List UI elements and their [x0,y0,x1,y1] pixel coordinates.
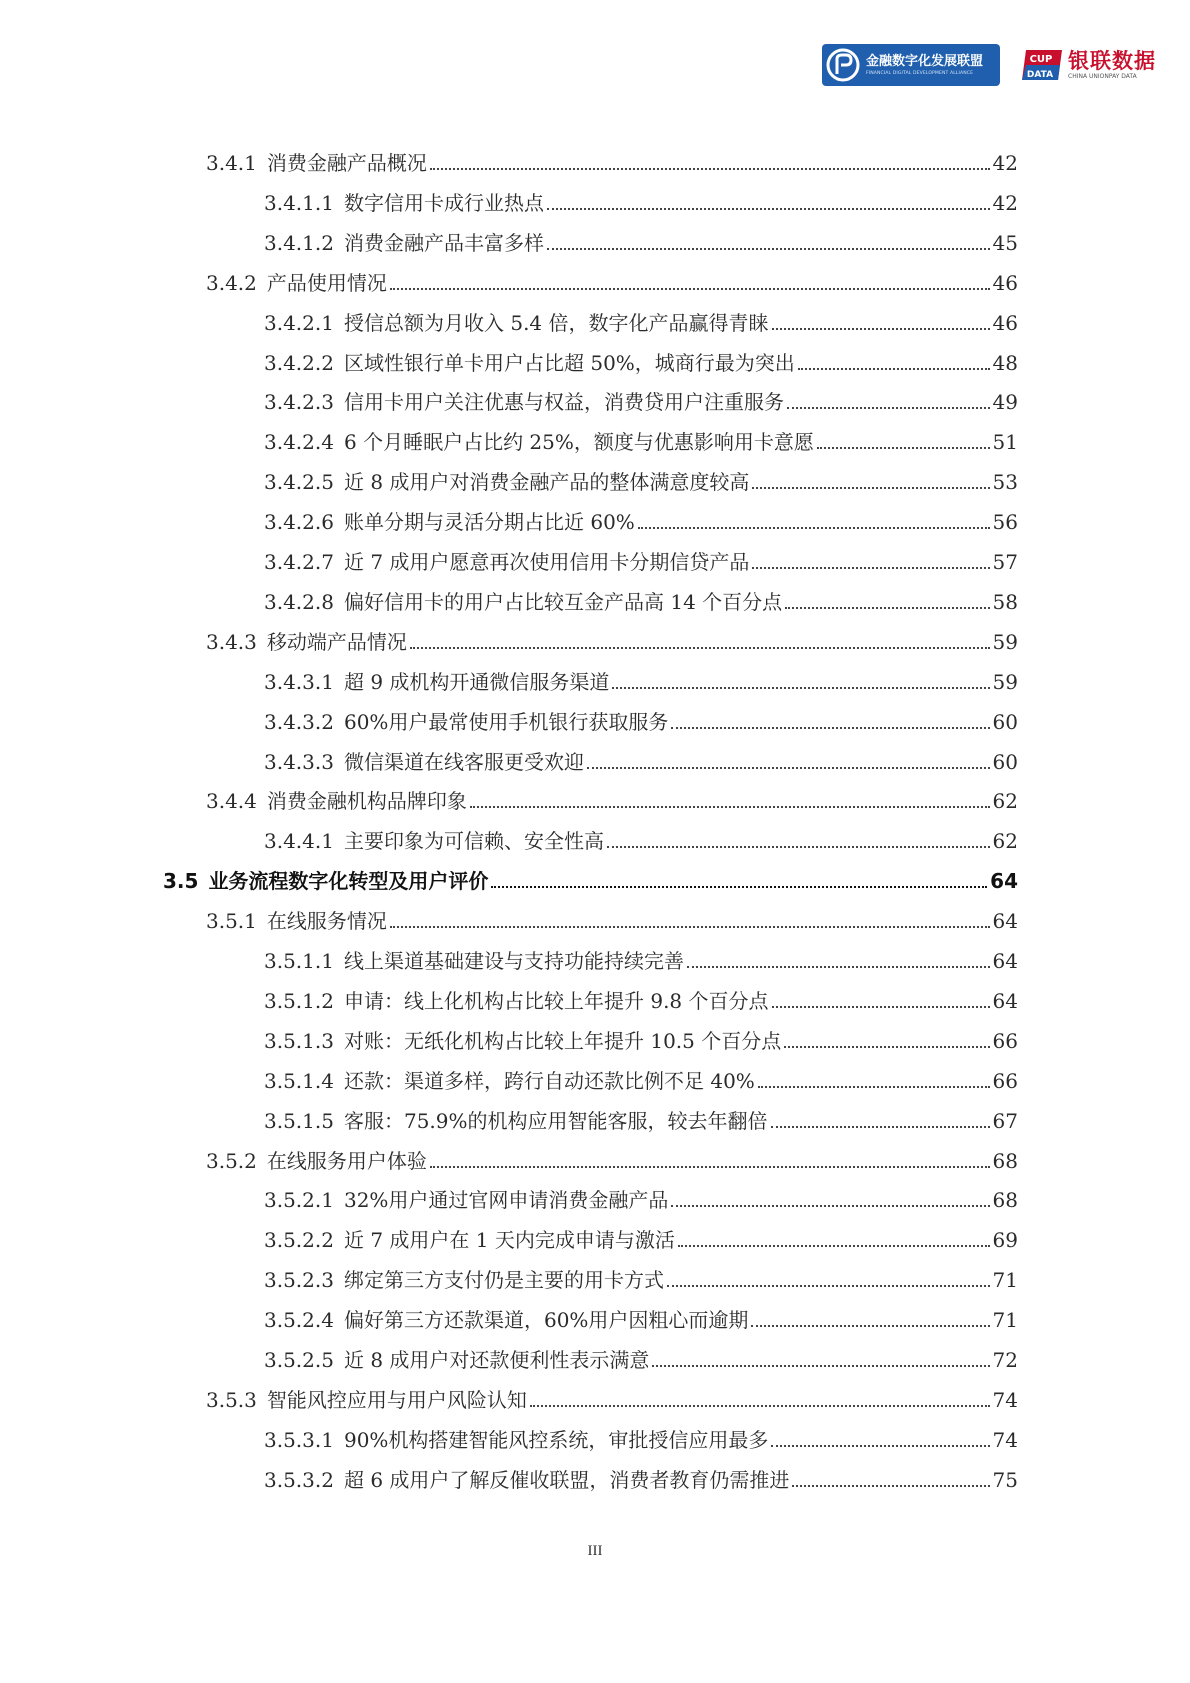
toc-entry[interactable] [264,231,1018,255]
toc-entry-title: 近 8 成用户对还款便利性表示满意 [343,1348,650,1372]
toc-entry-title: 近 7 成用户在 1 天内完成申请与激活 [343,1228,675,1253]
toc-entry-title: 超 6 成用户了解反催收联盟，消费者教育仍需推进 [343,1467,790,1492]
toc-entry[interactable] [206,151,1018,175]
toc-dot-leader [751,1324,989,1327]
toc-entry-number: 3.4.4.1 [264,829,334,854]
toc-entry-number: 3.5 [163,869,199,894]
toc-dot-leader [430,1165,990,1168]
toc-dot-leader [390,925,990,928]
toc-entry-number: 3.4.2.4 [264,430,334,455]
toc-entry-title: 申请：线上化机构占比较上年提升 9.8 个百分点 [343,988,769,1013]
toc-entry[interactable] [264,510,1018,534]
toc-entry-page: 58 [992,589,1018,614]
toc-entry-number: 3.5.1.5 [264,1108,334,1133]
toc-entry-number: 3.4.3 [206,629,257,654]
toc-entry-number: 3.4.1 [206,151,257,175]
toc-entry-page: 60 [992,749,1018,774]
toc-entry-number: 3.4.2.3 [264,390,334,415]
toc-entry-page: 42 [992,190,1018,215]
cup-name-cn: 银联数据 [1068,49,1156,73]
toc-entry-title: 智能风控应用与用户风险认知 [266,1387,527,1412]
toc-dot-leader [798,367,990,370]
toc-entry-page: 64 [992,909,1018,934]
cup-badge-top: CUP [1029,54,1053,65]
cup-name-en: CHINA UNIONPAY DATA [1068,73,1137,80]
toc-entry-page: 68 [992,1188,1018,1213]
toc-dot-leader [792,1484,989,1487]
toc-entry-number: 3.5.2.1 [264,1188,334,1213]
toc-entry-page: 59 [992,669,1018,694]
toc-entry-page: 45 [992,230,1018,255]
toc-entry-title: 在线服务用户体验 [266,1148,427,1173]
toc-entry-page: 67 [992,1108,1018,1133]
toc-entry-title: 授信总额为月收入 5.4 倍，数字化产品赢得青睐 [343,310,769,335]
toc-dot-leader [470,805,990,808]
toc-entry-page: 62 [992,789,1018,814]
toc-dot-leader [410,646,990,649]
toc-entry[interactable] [264,1188,1018,1212]
toc-entry-title: 对账：无纸化机构占比较上年提升 10.5 个百分点 [343,1028,782,1053]
toc-entry-title: 32%用户通过官网申请消费金融产品 [343,1188,669,1213]
toc-entry-number: 3.4.1.2 [264,230,334,255]
cup-data-logo-icon [1020,48,1064,82]
toc-entry[interactable] [264,590,1018,614]
toc-dot-leader [772,327,990,330]
toc-entry[interactable] [264,1228,1018,1252]
toc-dot-leader [638,526,990,529]
toc-entry[interactable] [264,1109,1018,1133]
toc-entry[interactable] [264,1268,1018,1292]
toc-entry-title: 还款：渠道多样，跨行自动还款比例不足 40% [343,1068,755,1093]
toc-entry[interactable] [264,829,1018,853]
toc-entry[interactable] [264,191,1018,215]
toc-entry-page: 69 [992,1228,1018,1253]
toc-entry-title: 偏好信用卡的用户占比较互金产品高 14 个百分点 [343,589,783,614]
toc-dot-leader [771,1444,989,1447]
toc-entry-page: 64 [990,869,1018,894]
toc-entry[interactable] [264,351,1018,375]
toc-entry[interactable] [264,550,1018,574]
toc-dot-leader [687,965,990,968]
toc-entry-title: 区域性银行单卡用户占比超 50%，城商行最为突出 [343,350,795,375]
toc-entry-number: 3.4.2.2 [264,350,334,375]
toc-entry[interactable] [264,1029,1018,1053]
toc-entry-title: 账单分期与灵活分期占比近 60% [343,510,635,535]
toc-entry-number: 3.5.2.3 [264,1268,334,1293]
toc-entry-title: 微信渠道在线客服更受欢迎 [343,749,584,774]
toc-dot-leader [787,406,990,409]
toc-entry-page: 60 [992,709,1018,734]
toc-entry-number: 3.4.3.3 [264,749,334,774]
toc-entry-page: 48 [992,350,1018,375]
toc-entry-number: 3.4.1.1 [264,190,334,215]
toc-entry-number: 3.5.3 [206,1387,257,1412]
toc-entry-title: 数字信用卡成行业热点 [343,190,544,215]
toc-entry-title: 偏好第三方还款渠道，60%用户因粗心而逾期 [343,1308,749,1333]
toc-dot-leader [430,167,990,170]
toc-entry[interactable] [264,750,1018,774]
toc-entry-title: 主要印象为可信赖、安全性高 [343,829,604,854]
toc-entry-title: 超 9 成机构开通微信服务渠道 [343,669,610,694]
toc-dot-leader [671,1204,989,1207]
alliance-logo-icon [822,44,864,86]
toc-entry-number: 3.5.2 [206,1148,257,1173]
toc-dot-leader [547,247,990,250]
toc-entry[interactable] [206,271,1018,295]
toc-dot-leader [530,1404,990,1407]
toc-entry-title: 90%机构搭建智能风控系统，审批授信应用最多 [343,1427,769,1452]
toc-dot-leader [785,606,989,609]
toc-entry-page: 57 [992,550,1018,574]
toc-entry[interactable] [264,470,1018,494]
toc-entry[interactable] [264,1468,1018,1492]
toc-entry-number: 3.5.2.4 [264,1308,334,1333]
toc-dot-leader [587,766,990,769]
toc-entry-page: 68 [992,1148,1018,1173]
toc-entry-number: 3.5.3.1 [264,1427,334,1452]
toc-entry-number: 3.4.2.8 [264,589,334,614]
toc-dot-leader [612,686,989,689]
toc-entry-page: 72 [992,1348,1018,1372]
toc-dot-leader [547,207,990,210]
toc-entry-page: 71 [992,1268,1018,1293]
toc-entry-number: 3.5.3.2 [264,1467,334,1492]
toc-entry[interactable] [206,909,1018,933]
toc-entry-number: 3.5.1.1 [264,949,334,973]
toc-entry-title: 产品使用情况 [266,270,387,295]
toc-entry-number: 3.5.1.3 [264,1028,334,1053]
toc-entry-page: 66 [992,1068,1018,1093]
toc-entry-title: 6 个月睡眠户占比约 25%，额度与优惠影响用卡意愿 [343,430,814,455]
toc-entry-page: 56 [992,510,1018,535]
toc-entry-page: 74 [992,1427,1018,1452]
toc-entry-page: 59 [992,629,1018,654]
toc-entry-title: 近 7 成用户愿意再次使用信用卡分期信贷产品 [343,550,750,574]
toc-entry-title: 信用卡用户关注优惠与权益，消费贷用户注重服务 [343,390,784,415]
toc-entry-title: 绑定第三方支付仍是主要的用卡方式 [343,1268,664,1293]
toc-entry-page: 75 [992,1467,1018,1492]
toc-dot-leader [607,845,990,848]
toc-entry[interactable] [264,1069,1018,1093]
toc-dot-leader [758,1085,990,1088]
toc-entry-title: 业务流程数字化转型及用户评价 [208,869,489,894]
toc-entry[interactable] [264,989,1018,1013]
toc-entry-page: 64 [992,988,1018,1013]
toc-entry-title: 消费金融机构品牌印象 [266,789,467,814]
toc-entry-number: 3.5.1.2 [264,988,334,1013]
toc-entry-title: 近 8 成用户对消费金融产品的整体满意度较高 [343,470,750,495]
toc-entry[interactable] [163,869,1018,893]
toc-entry-page: 66 [992,1028,1018,1053]
toc-entry[interactable] [206,1149,1018,1173]
toc-entry-number: 3.5.2.5 [264,1348,334,1372]
toc-entry-number: 3.4.3.1 [264,669,334,694]
toc-entry-page: 71 [992,1308,1018,1333]
toc-entry-page: 62 [992,829,1018,854]
toc-entry-page: 46 [992,310,1018,335]
toc-entry-title: 客服：75.9%的机构应用智能客服，较去年翻倍 [343,1108,768,1133]
toc-dot-leader [752,566,989,569]
toc-entry[interactable] [206,1388,1018,1412]
toc-entry-number: 3.4.4 [206,789,257,814]
toc-entry-title: 60%用户最常使用手机银行获取服务 [343,709,669,734]
toc-entry-number: 3.4.2 [206,270,257,295]
toc-dot-leader [752,486,989,489]
toc-entry-page: 49 [992,390,1018,415]
toc-entry-number: 3.4.2.6 [264,510,334,535]
toc-entry[interactable] [264,1308,1018,1332]
toc-entry-number: 3.4.2.5 [264,470,334,495]
toc-dot-leader [671,726,989,729]
toc-entry-number: 3.4.2.1 [264,310,334,335]
toc-entry-page: 51 [992,430,1018,455]
cup-badge-bottom: DATA [1026,70,1054,80]
toc-dot-leader [667,1284,990,1287]
toc-entry-title: 消费金融产品丰富多样 [343,230,544,255]
toc-entry-page: 64 [992,949,1018,973]
alliance-name-cn: 金融数字化发展联盟 [866,53,984,69]
toc-entry-title: 移动端产品情况 [266,629,407,654]
alliance-logo [822,44,1000,86]
toc-entry-title: 消费金融产品概况 [266,151,427,175]
toc-entry-number: 3.5.2.2 [264,1228,334,1253]
toc-entry[interactable] [264,1348,1018,1372]
toc-entry-number: 3.5.1 [206,909,257,934]
cup-data-logo [1020,44,1170,86]
page-number: III [587,1543,603,1559]
toc-entry-number: 3.4.3.2 [264,709,334,734]
toc-entry[interactable] [264,949,1018,973]
toc-entry[interactable] [264,670,1018,694]
toc-dot-leader [771,1125,990,1128]
toc-dot-leader [491,885,987,888]
toc-entry[interactable] [264,430,1018,454]
toc-dot-leader [784,1045,989,1048]
toc-dot-leader [772,1005,990,1008]
toc-entry-page: 46 [992,270,1018,295]
toc-entry[interactable] [206,630,1018,654]
toc-dot-leader [652,1364,989,1367]
toc-entry[interactable] [206,789,1018,813]
toc-entry[interactable] [264,390,1018,414]
toc-dot-leader [817,446,990,449]
toc-entry-title: 线上渠道基础建设与支持功能持续完善 [343,949,684,973]
toc-entry-page: 53 [992,470,1018,495]
toc-entry-page: 42 [992,151,1018,175]
toc-dot-leader [678,1244,990,1247]
toc-entry[interactable] [264,710,1018,734]
toc-entry-title: 在线服务情况 [266,909,387,934]
toc-entry-number: 3.4.2.7 [264,550,334,574]
toc-entry-page: 74 [992,1387,1018,1412]
toc-entry-number: 3.5.1.4 [264,1068,334,1093]
toc-entry[interactable] [264,1428,1018,1452]
toc-dot-leader [390,287,990,290]
toc-entry[interactable] [264,311,1018,335]
alliance-name-en: FINANCIAL DIGITAL DEVELOPMENT ALLIANCE [866,70,974,76]
